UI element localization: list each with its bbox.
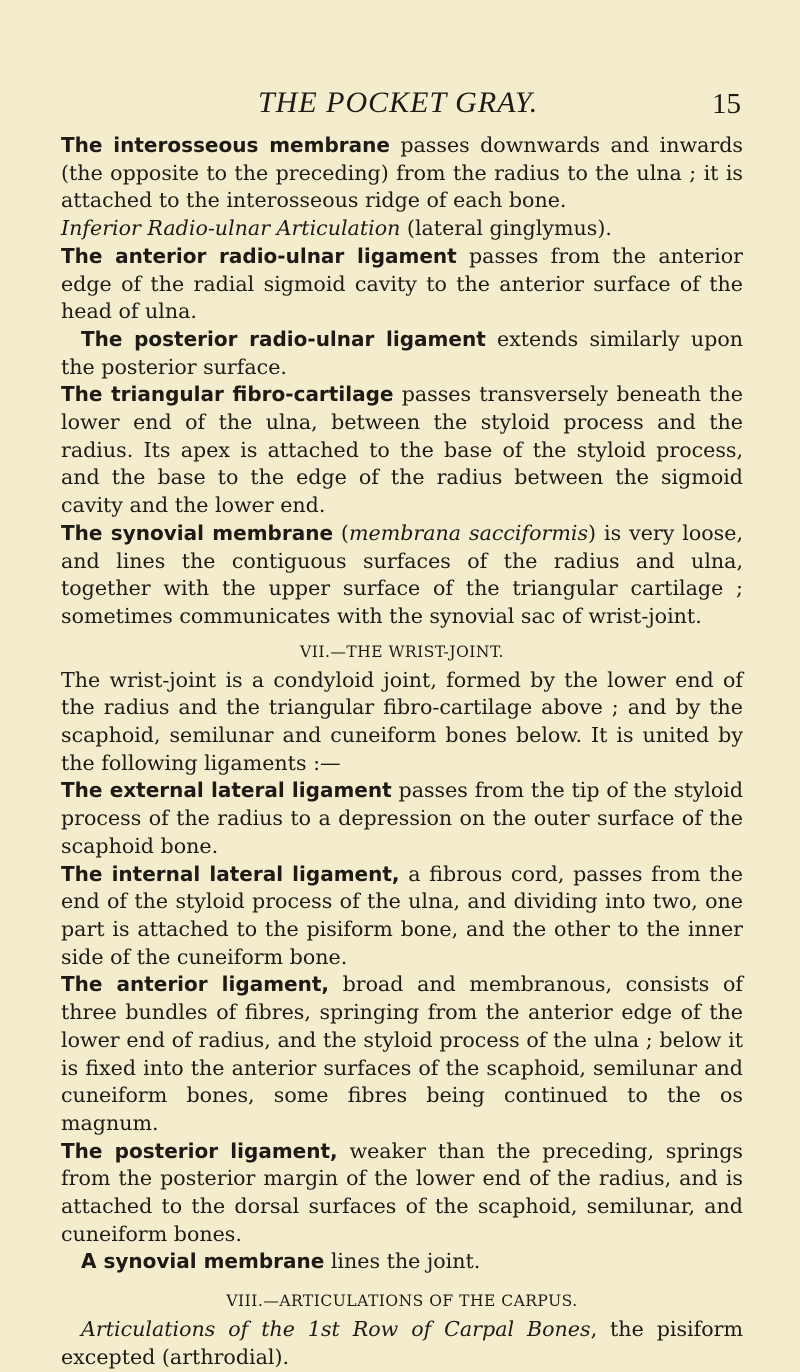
- paragraph-text: broad and membranous, consists of three bundles of fibres, springing from the anterior edge of the lower end of radius, and the styloid process of the ulna ; below it is fixed into the anterior surfaces of the scaphoid, semilunar and cuneiform bones, some fibres being continued to the os magnum.: [61, 972, 743, 1135]
- subheading-title: Articulations of the: [81, 1317, 308, 1342]
- paragraph-posterior-ligament: [61, 1138, 743, 1249]
- running-header: [0, 86, 800, 126]
- paragraph-external-lateral-ligament: [61, 777, 743, 860]
- paragraph-text: The wrist-joint is a condyloid joint, formed by the lower end of the radius and the triangular fibro-cartilage above ; and by the scaphoid, semilunar and cuneiform bones below. It is united by the following ligaments :—: [61, 667, 743, 775]
- paragraph-wrist-joint-intro: [61, 667, 743, 778]
- page-body: [61, 132, 743, 1372]
- paragraph-text: extends similarly upon the posterior surface.: [61, 326, 743, 379]
- paragraph-text: passes transversely beneath the lower end of the ulna, between the styloid process and the radius. Its apex is attached to the base of the styloid process, and the base to the edge of the radius between the sigmoid cavity and the lower end.: [61, 382, 743, 518]
- term-triangular-fibro-cartilage: The triangular fibro-cartilage: [61, 382, 394, 407]
- running-title: THE POCKET GRAY.: [258, 86, 539, 119]
- section-heading-wrist-joint: VII.—THE WRIST-JOINT.: [300, 642, 504, 661]
- paragraph-text: ) is very loose, and lines the contiguous surfaces of the radius and ulna, together with the upper surface of the triangular cartilage ; sometimes communicates with the synovial sac of wrist-joint.: [61, 520, 743, 628]
- paragraph-text: passes from the anterior edge of the radial sigmoid cavity to the anterior surface of the head of ulna.: [61, 243, 743, 324]
- paragraph-triangular-fibro-cartilage: [61, 381, 743, 520]
- subheading-inferior-radio-ulnar: [61, 215, 743, 243]
- paragraph-text: a fibrous cord, passes from the end of the styloid process of the ulna, and dividing into two, one part is attached to the pisiform bone, and the other to the inner side of the cuneiform bone.: [61, 861, 743, 969]
- term-posterior-radio-ulnar-ligament: The posterior radio-ulnar ligament: [81, 326, 486, 351]
- paragraph-anterior-ligament: [61, 971, 743, 1137]
- term-external-lateral-ligament: The external lateral ligament: [61, 778, 392, 803]
- latin-term: membrana sacciformis: [348, 520, 589, 545]
- ordinal: 1st: [307, 1317, 340, 1342]
- subheading-title: Inferior Radio-ulnar Articulation: [61, 216, 401, 241]
- term-synovial-membrane: The synovial membrane: [61, 520, 334, 545]
- term-anterior-ligament: The anterior ligament,: [61, 972, 329, 997]
- page-number: 15: [712, 88, 741, 120]
- paragraph-synovial-membrane-radio-ulnar: [61, 520, 743, 631]
- term-internal-lateral-ligament: The internal lateral ligament,: [61, 861, 400, 886]
- section-heading-carpus: VIII.—ARTICULATIONS OF THE CARPUS.: [226, 1292, 578, 1311]
- paragraph-text: passes downwards and inwards (the opposite to the preceding) from the radius to the ulna ; it is attached to the interosseous ridge of each bone.: [61, 133, 743, 213]
- paragraph-interosseous-membrane: [61, 132, 743, 215]
- term-posterior-ligament: The posterior ligament,: [61, 1138, 338, 1163]
- paragraph-text: (: [333, 520, 349, 545]
- paragraph-text: , the pisiform excepted (arthrodial).: [61, 1317, 744, 1369]
- paragraph-posterior-radio-ulnar: [61, 326, 743, 381]
- paragraph-text: passes from the tip of the styloid process of the radius to a depression on the outer surface of the scaphoid bone.: [61, 778, 744, 858]
- subheading-title-rest: Row of Carpal Bones: [339, 1317, 591, 1342]
- paragraph-internal-lateral-ligament: [61, 861, 743, 972]
- term-interosseous-membrane: The interosseous membrane: [61, 133, 390, 157]
- paragraph-text: lines the joint.: [324, 1249, 481, 1274]
- term-anterior-radio-ulnar-ligament: The anterior radio-ulnar ligament: [61, 243, 457, 268]
- paragraph-text: weaker than the preceding, springs from the posterior margin of the lower end of the radius, and is attached to the dorsal surfaces of the scaphoid, semilunar, and cuneiform bones.: [61, 1138, 743, 1246]
- paragraph-carpal-first-row: [61, 1316, 743, 1371]
- subheading-note: (lateral ginglymus).: [400, 216, 612, 241]
- paragraph-anterior-radio-ulnar: [61, 243, 743, 326]
- term-synovial-membrane-wrist: A synovial membrane: [81, 1249, 325, 1274]
- paragraph-synovial-membrane-wrist: [61, 1248, 743, 1276]
